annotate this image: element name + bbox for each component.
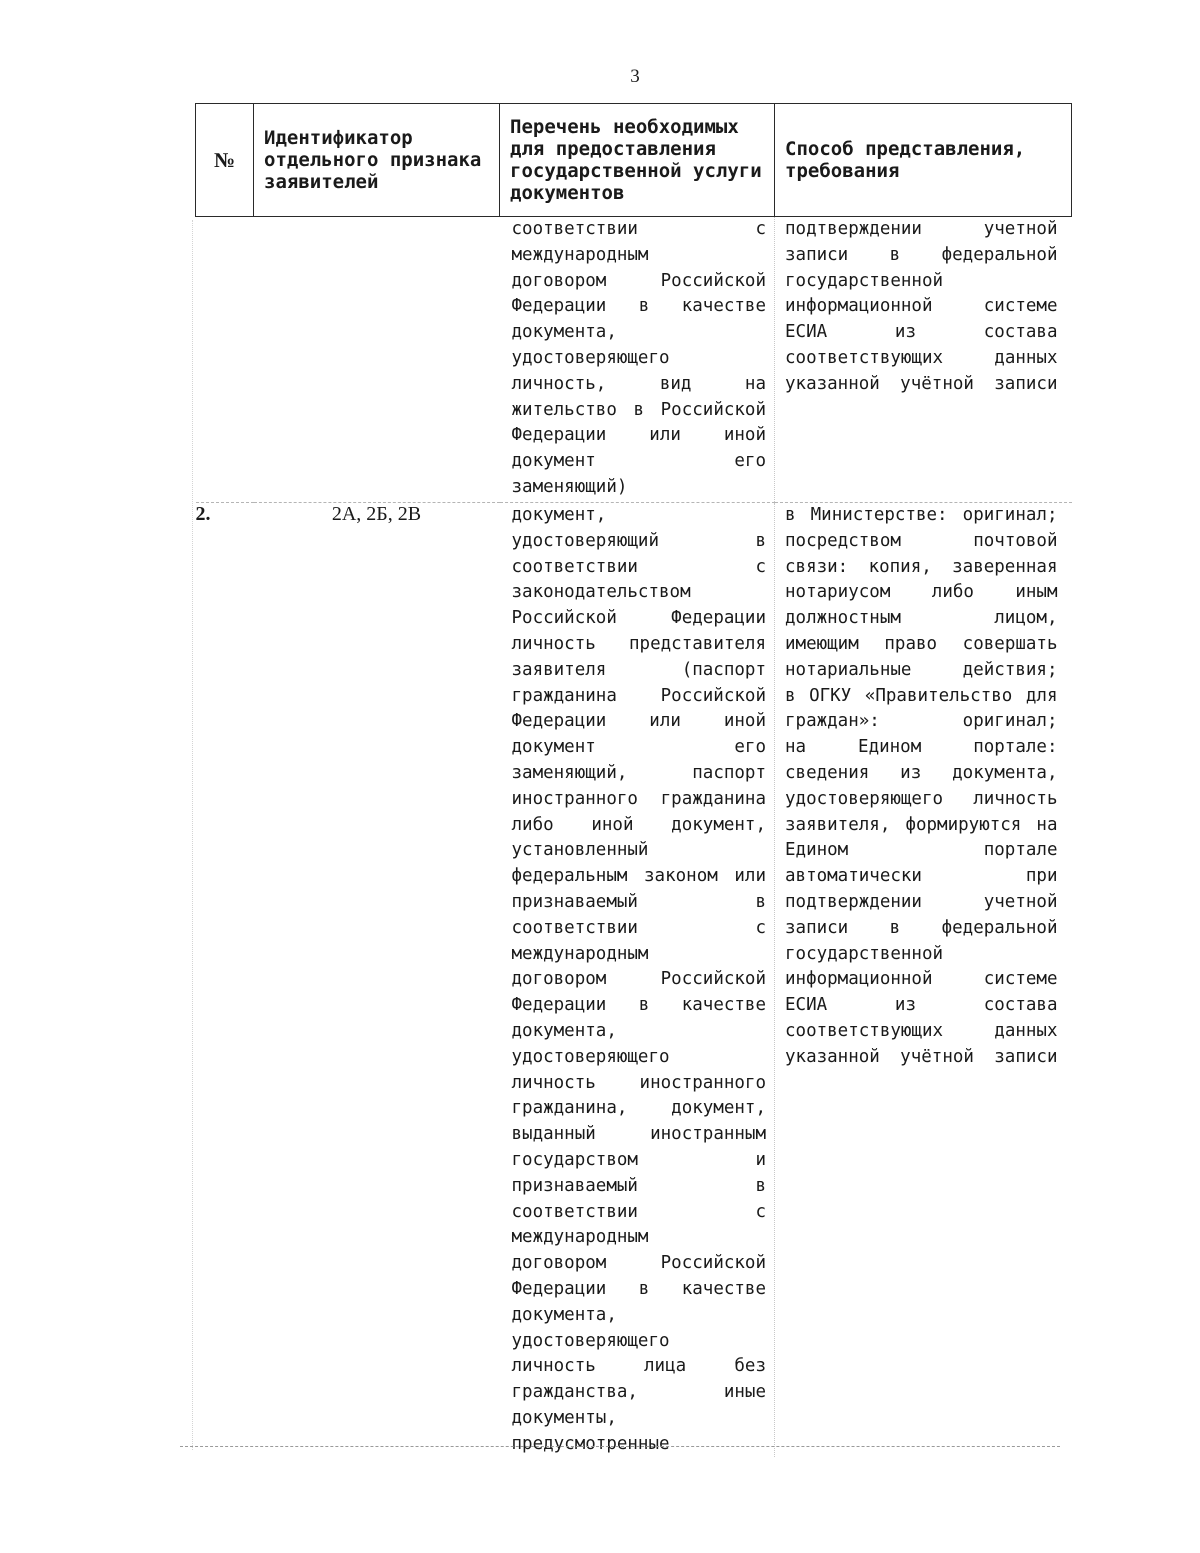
text-line: заменяющий, паспорт [511, 762, 766, 783]
row-2-method-cell [775, 503, 1072, 1458]
text-line: личность, вид на [511, 373, 766, 394]
text-line: документ, [511, 505, 607, 525]
text-line: Федерации или иной [511, 711, 766, 732]
text-line: Федерации в качестве [511, 995, 766, 1016]
text-line: должностным лицом, [785, 608, 1058, 629]
text-line: гражданина Российской [511, 685, 766, 706]
requirements-table [195, 103, 1072, 1457]
text-line: федеральным законом или [511, 866, 766, 887]
text-line: посредством почтовой [785, 530, 1058, 551]
cont-num-cell [196, 217, 254, 503]
cont-documents-cell [500, 217, 775, 503]
text-line: документа, [511, 322, 617, 343]
header-identifier: Идентификатор отдельного признака заявителей [254, 104, 500, 217]
text-line: информационной системе [785, 969, 1058, 990]
text-line: Федерации в качестве [511, 1278, 766, 1299]
text-line: ЕСИА из состава [785, 995, 1058, 1016]
text-line: удостоверяющего [511, 347, 670, 368]
scan-margin-line [192, 220, 193, 1450]
text-line: соответствующих данных [785, 347, 1058, 368]
text-line: международным [511, 1227, 649, 1248]
text-line: удостоверяющего личность [785, 788, 1058, 809]
text-line: установленный [511, 840, 649, 861]
cont-documents-text [500, 217, 775, 501]
text-line: жительство в Российской [511, 399, 766, 420]
text-line: ЕСИА из состава [785, 322, 1058, 343]
text-line: международным [511, 244, 649, 265]
table-row-2 [196, 503, 1072, 1458]
text-line: удостоверяющего [511, 1046, 670, 1067]
text-line: заявителя (паспорт [511, 659, 766, 680]
text-line: указанной учётной записи [785, 373, 1058, 394]
text-line: либо иной документ, [511, 814, 766, 835]
table-header-row [196, 104, 1072, 217]
text-line: документы, [511, 1407, 617, 1428]
text-line: гражданства, иные [511, 1382, 766, 1403]
text-line: предусмотренные [511, 1433, 670, 1454]
page-bottom-rule [180, 1446, 1060, 1447]
text-line: личность лица без [511, 1356, 766, 1377]
text-line: удостоверяющего [511, 1330, 670, 1351]
text-line: заменяющий) [511, 476, 628, 497]
text-line: признаваемый в [511, 1175, 766, 1196]
cont-method-text [775, 217, 1072, 398]
text-line: документ его [511, 737, 766, 758]
row-2-documents-text [500, 503, 775, 1457]
text-line: гражданина, документ, [511, 1098, 766, 1119]
text-line: законодательством [511, 582, 691, 603]
row-2-method-text [775, 503, 1072, 1071]
text-line: договором Российской [511, 969, 766, 990]
text-line: указанной учётной записи [785, 1046, 1058, 1067]
row-2-identifier: 2А, 2Б, 2В [331, 503, 422, 525]
cont-method-cell [775, 217, 1072, 503]
text-line: Российской Федерации [511, 608, 766, 629]
page-number: 3 [630, 66, 640, 87]
text-line: соответствии с [511, 219, 766, 239]
text-line: договором Российской [511, 1253, 766, 1274]
text-line: автоматически при [785, 866, 1058, 887]
text-line: документ его [511, 451, 766, 472]
text-line: документа, [511, 1020, 617, 1041]
text-line: записи в федеральной [785, 917, 1058, 938]
header-num: № [196, 104, 254, 217]
text-line: соответствии с [511, 556, 766, 577]
row-2-num: 2. [195, 503, 211, 525]
text-line: подтверждении учетной [785, 891, 1058, 912]
text-line: личность представителя [511, 633, 766, 654]
text-line: граждан»: оригинал; [785, 711, 1058, 732]
header-documents: Перечень необходимых для предоставления государственной услуги документов [500, 104, 775, 217]
text-line: на Едином портале: [785, 737, 1058, 758]
text-line: личность иностранного [511, 1072, 766, 1093]
text-line: нотариусом либо иным [785, 582, 1058, 603]
text-line: имеющим право совершать [785, 633, 1058, 654]
header-method: Способ представления, требования [775, 104, 1072, 217]
text-line: соответствии с [511, 1201, 766, 1222]
text-line: сведения из документа, [785, 762, 1058, 783]
text-line: признаваемый в [511, 891, 766, 912]
text-line: подтверждении учетной [785, 219, 1058, 239]
text-line: удостоверяющий в [511, 530, 766, 551]
text-line: Федерации или иной [511, 425, 766, 446]
text-line: заявителя, формируются на [785, 814, 1058, 835]
table-row-continuation [196, 217, 1072, 503]
text-line: государственной [785, 270, 944, 291]
text-line: в ОГКУ «Правительство для [785, 685, 1058, 706]
row-2-documents-cell [500, 503, 775, 1458]
text-line: Едином портале [785, 840, 1058, 861]
text-line: государством и [511, 1149, 766, 1170]
cont-identifier-cell [254, 217, 500, 503]
text-line: государственной [785, 943, 944, 964]
text-line: связи: копия, заверенная [785, 556, 1058, 577]
text-line: документа, [511, 1304, 617, 1325]
text-line: информационной системе [785, 296, 1058, 317]
text-line: соответствии с [511, 917, 766, 938]
text-line: нотариальные действия; [785, 659, 1058, 680]
text-line: соответствующих данных [785, 1020, 1058, 1041]
text-line: записи в федеральной [785, 244, 1058, 265]
text-line: выданный иностранным [511, 1124, 766, 1145]
text-line: иностранного гражданина [511, 788, 766, 809]
text-line: международным [511, 943, 649, 964]
text-line: в Министерстве: оригинал; [785, 505, 1058, 525]
text-line: договором Российской [511, 270, 766, 291]
text-line: Федерации в качестве [511, 296, 766, 317]
